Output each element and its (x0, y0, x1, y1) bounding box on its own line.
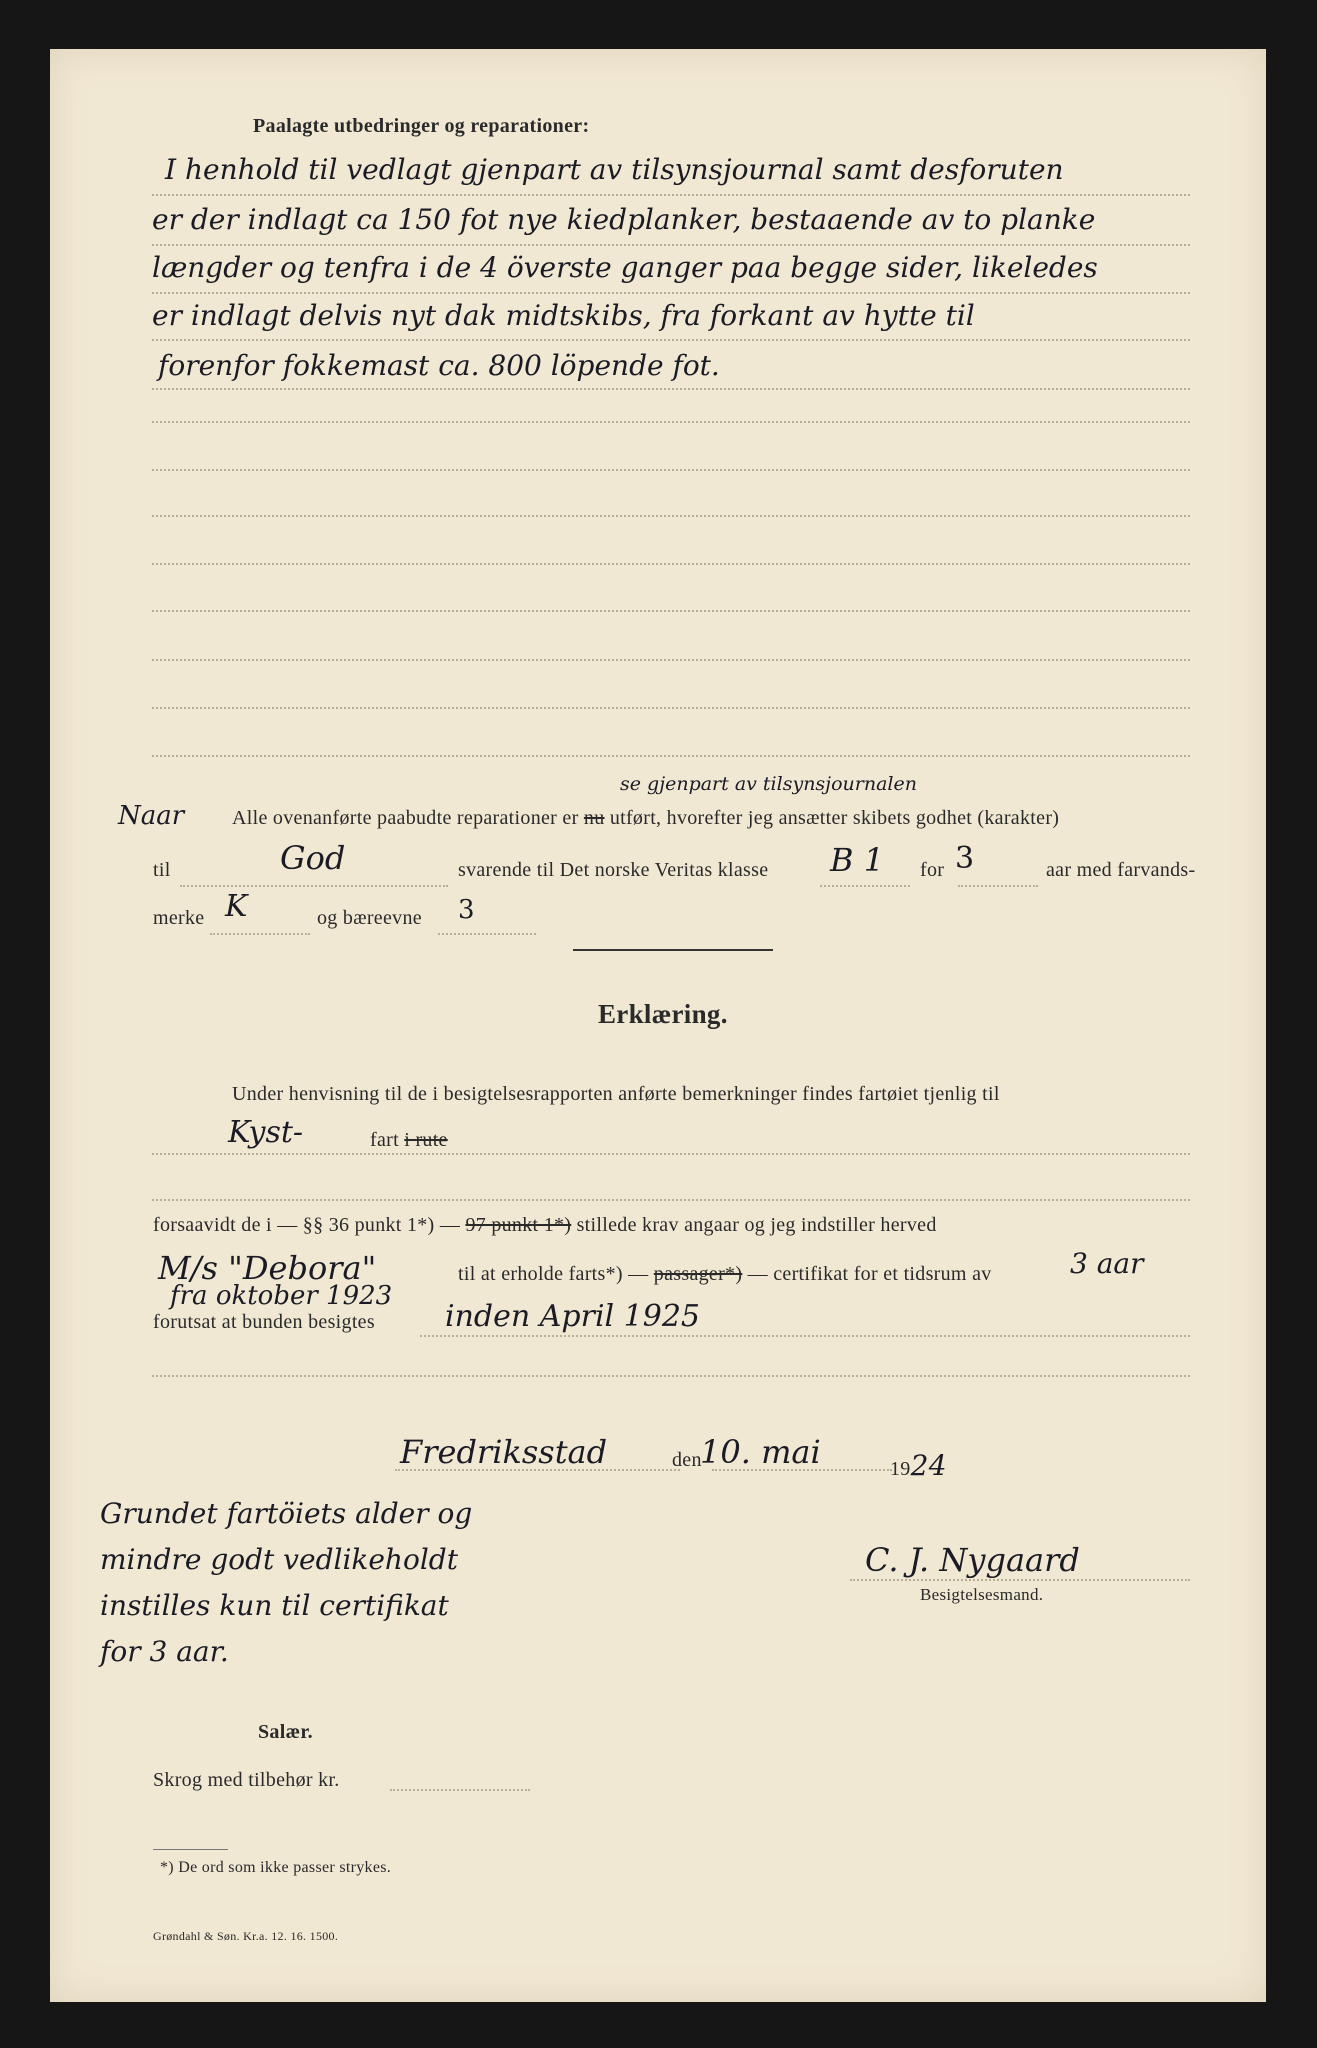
label-baereevne: og bæreevne (317, 907, 422, 929)
footnote: *) De ord som ikke passer strykes. (160, 1859, 392, 1876)
label-class: svarende til Det norske Veritas klasse (458, 859, 769, 881)
declaration-text-5: forutsat at bunden besigtes (153, 1311, 375, 1333)
hand-naar: Naar (118, 801, 185, 831)
repairs-hand-line-2: er der indlagt ca 150 fot nye kiedplanker, bestaaende av to planke (152, 203, 1096, 236)
fee-heading: Salær. (258, 1721, 313, 1743)
hand-vessel-name: M/s "Debora" (158, 1249, 377, 1287)
margin-note-line-4: for 3 aar. (100, 1635, 229, 1668)
hand-from-date: fra oktober 1923 (170, 1281, 393, 1311)
ruled-line (152, 1153, 1190, 1155)
ruled-line (152, 659, 1190, 661)
hand-merke: K (225, 889, 248, 924)
dotted-field (390, 1789, 530, 1791)
footnote-rule (153, 1849, 228, 1850)
section-heading-repairs: Paalagte utbedringer og reparationer: (253, 115, 590, 137)
hand-quality: God (280, 839, 346, 877)
ruled-line (152, 610, 1190, 612)
ruled-line (152, 244, 1190, 246)
declaration-text-4: til at erholde farts*) — passager*) — certifikat for et tidsrum av (458, 1263, 992, 1285)
fee-hull-label: Skrog med tilbehør kr. (153, 1769, 340, 1791)
hand-date: 10. mai (700, 1433, 821, 1471)
hand-bottom-deadline: inden April 1925 (445, 1299, 701, 1334)
hand-service-type: Kyst- (228, 1115, 304, 1150)
dotted-field (180, 885, 448, 887)
hand-class: B 1 (830, 841, 885, 879)
label-for: for (920, 859, 945, 881)
hand-insertion: se gjenpart av tilsynsjournalen (620, 773, 917, 795)
repairs-hand-line-3: længder og tenfra i de 4 överste ganger paa begge sider, likeledes (152, 251, 1098, 284)
declaration-fart: fart i rute (370, 1129, 448, 1151)
form-page (50, 49, 1266, 2002)
label-den: den (672, 1449, 702, 1471)
ruled-line (152, 1199, 1190, 1201)
label-til: til (153, 859, 171, 881)
ruled-line (152, 755, 1190, 757)
ruled-line (152, 292, 1190, 294)
ruled-line (152, 707, 1190, 709)
signature: C. J. Nygaard (865, 1541, 1080, 1579)
repairs-hand-line-4: er indlagt delvis nyt dak midtskibs, fra forkant av hytte til (152, 299, 975, 332)
dotted-field (958, 885, 1038, 887)
hand-years: 3 (955, 841, 975, 876)
ruled-line (152, 1375, 1190, 1377)
assessment-text-1: Alle ovenanførte paabudte reparationer er nu utført, hvorefter jeg ansætter skibets godhet (karakter) (232, 807, 1060, 829)
declaration-heading: Erklæring. (598, 999, 728, 1029)
ruled-line (152, 421, 1190, 423)
hand-period: 3 aar (1070, 1247, 1144, 1280)
margin-note-line-2: mindre godt vedlikeholdt (100, 1543, 458, 1576)
ruled-line (420, 1335, 1190, 1337)
label-year: 1924 (890, 1449, 947, 1482)
dotted-field (820, 885, 910, 887)
label-besigtelsesmand: Besigtelsesmand. (920, 1585, 1044, 1604)
ruled-line (152, 388, 1190, 390)
dotted-field (395, 1469, 680, 1471)
declaration-text-3: forsaavidt de i — §§ 36 punkt 1*) — 97 punkt 1*) stillede krav angaar og jeg indstiller herved (153, 1214, 937, 1236)
declaration-text-1: Under henvisning til de i besigtelsesrapporten anførte bemerkninger findes fartøiet tjenlig til (232, 1083, 1000, 1105)
ruled-line (152, 563, 1190, 565)
dotted-field (210, 933, 310, 935)
hand-baereevne: 3 (458, 895, 475, 925)
dotted-field (850, 1579, 1190, 1581)
dotted-field (712, 1469, 892, 1471)
ruled-line (152, 515, 1190, 517)
ruled-line (152, 194, 1190, 196)
ruled-line (152, 469, 1190, 471)
repairs-hand-line-1: I henhold til vedlagt gjenpart av tilsynsjournal samt desforuten (165, 153, 1064, 186)
section-divider (573, 949, 773, 951)
dotted-field (438, 933, 536, 935)
ruled-line (152, 339, 1190, 341)
label-merke: merke (153, 907, 205, 929)
repairs-hand-line-5: forenfor fokkemast ca. 800 löpende fot. (158, 349, 720, 382)
margin-note-line-1: Grundet fartöiets alder og (100, 1497, 473, 1530)
margin-note-line-3: instilles kun til certifikat (100, 1589, 449, 1622)
hand-place: Fredriksstad (400, 1433, 608, 1471)
printer-imprint: Grøndahl & Søn. Kr.a. 12. 16. 1500. (153, 1929, 339, 1943)
label-farvandsmerke: aar med farvands- (1046, 859, 1196, 881)
